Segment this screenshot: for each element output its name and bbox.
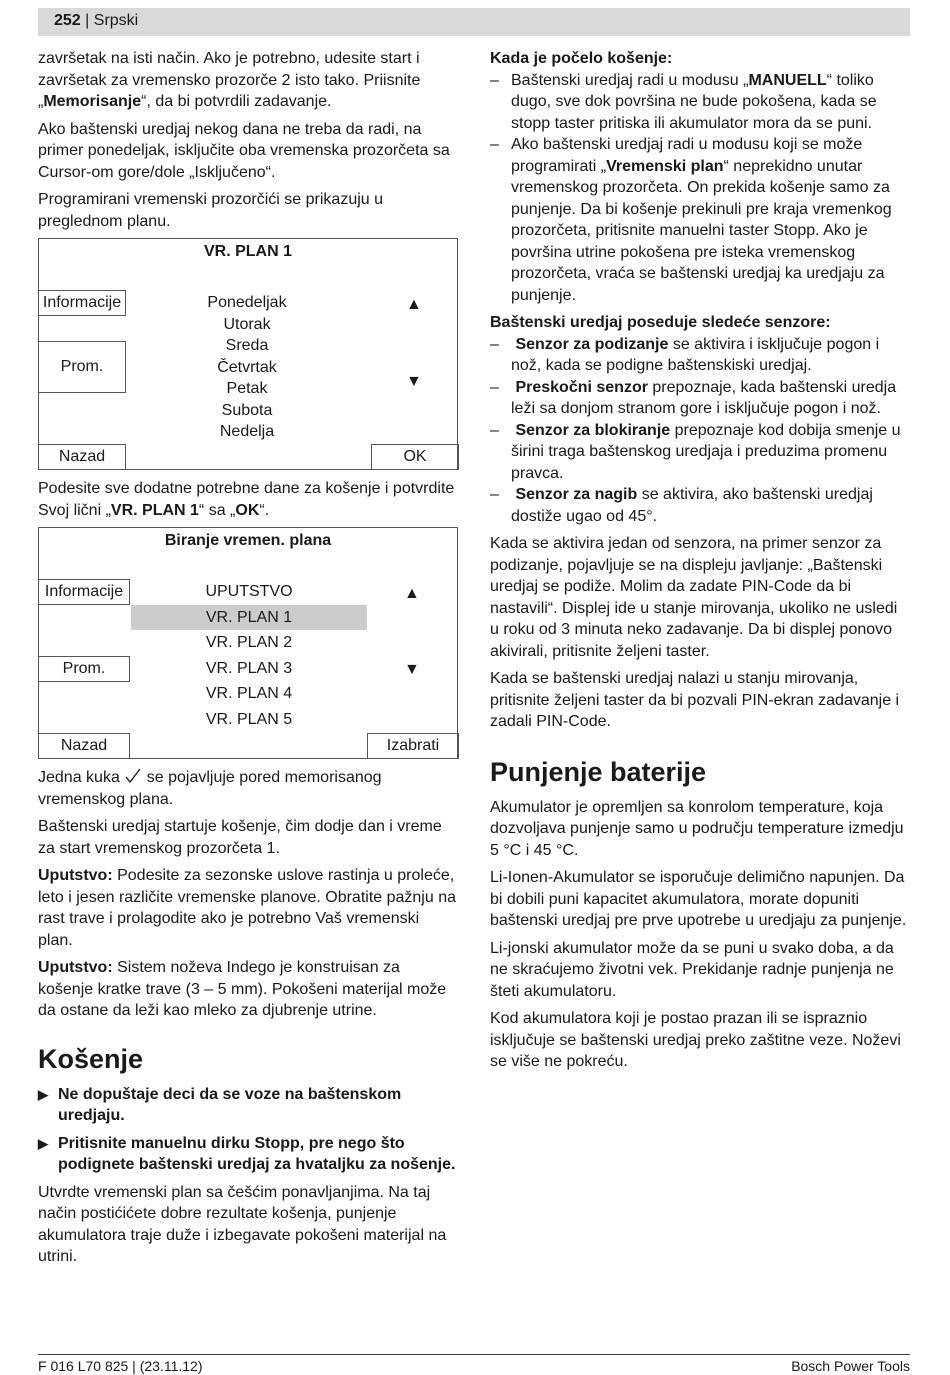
text: prepoznaje kod dobija smenje u širini traga baštenskog uredjaja i preduzima promenu pravca. xyxy=(511,421,901,482)
text-bold: OK xyxy=(235,501,260,519)
right-column xyxy=(490,48,910,1079)
text: “. xyxy=(259,501,270,519)
info-button[interactable]: Informacije xyxy=(38,290,126,316)
paragraph: Kada se aktivira jedan od senzora, na primer senzor za podizanje, pojavljuje se na displeju javljanje: „Baštenski uredjaj se podiže. Molim da zadate PIN-Code da bi nastavili“. Displej ide u stanje mirovanja, ukoliko ne usledi u roku od 3 minuta neko zadavanje. Da bi displej ponovo akivirali, pritisnite željeni taster. xyxy=(490,535,898,660)
text: “, da bi potvrdili zadavanje. xyxy=(141,93,332,110)
back-button[interactable]: Nazad xyxy=(38,733,130,759)
back-button[interactable]: Nazad xyxy=(38,444,126,470)
text: završetak na isti način. Ako je potrebno, udesite start i završetak za vremensko prozorče 2 isto tako. Priisnite „ xyxy=(38,50,421,110)
text-bold: Preskočni senzor xyxy=(515,378,648,396)
day-item[interactable]: Subota xyxy=(221,401,273,419)
note-paragraph xyxy=(38,865,458,951)
paragraph xyxy=(38,478,458,521)
ok-button[interactable]: OK xyxy=(371,444,459,470)
day-item[interactable]: Utorak xyxy=(223,315,271,333)
page-number: 252 xyxy=(54,12,81,29)
header-separator: | xyxy=(85,12,90,29)
arrow-up-icon[interactable]: ▲ xyxy=(404,585,420,602)
text-bold: Memorisanje xyxy=(43,93,142,110)
plan-item[interactable]: VR. PLAN 4 xyxy=(205,685,293,703)
paragraph: Li-Ionen-Akumulator se isporučuje delimično napunjen. Da bi dobili puni kapacitet akumulatora, morate dopuniti baštenski uredjaj pre prve upotrebe u uredjaju za punjenje. xyxy=(490,869,907,929)
text: se aktivira, ako baštenski uredjaj dostiže ugao od 45°. xyxy=(511,486,873,525)
text-bold: MANUELL xyxy=(748,71,827,89)
display-screen-plan1 xyxy=(38,238,458,470)
paragraph: Akumulator je opremljen sa konrolom temperature, koja dozvoljava punjenje samo u području temperature izmedju 5 °C i 45 °C. xyxy=(490,798,904,859)
text-bold: Vremenski plan xyxy=(606,157,724,175)
triangle-right-icon: ▶ xyxy=(38,1086,48,1102)
text: Podesite za sezonske uslove rastinja u proleće, leto i jesen različite vremenske planove. Obratite pažnju na rast trave i prolagodite ako je potrebno Vaš vremenski plan. xyxy=(38,867,456,949)
text: Ako baštenski uredjaj radi u modusu koji se može programirati „ xyxy=(511,136,863,175)
prom-button[interactable]: Prom. xyxy=(38,341,126,393)
sensor-list xyxy=(490,334,910,528)
screen-title: Biranje vremen. plana xyxy=(164,532,332,549)
triangle-right-icon: ▶ xyxy=(38,1135,48,1151)
screen-title: VR. PLAN 1 xyxy=(203,243,292,260)
note-label: Uputstvo: xyxy=(38,959,113,976)
plan-item[interactable]: VR. PLAN 5 xyxy=(205,710,293,728)
days-list xyxy=(169,292,325,443)
text: se pojavljuje pored memorisanog vremenskog plana. xyxy=(38,769,382,808)
text: “ neprekidno unutar vremenskog prozorčeta. On prekida košenje samo za punjenje. Da bi košenje prekinuli pre kraja vremenkog prozorčeta, pritisnite manuelni taster Stopp. Ako je površina utrine pokošena pre isteka vremenskog prozorčeta, vraća se baštenski uredjaj ka uredjaju za punjenje. xyxy=(511,157,892,304)
text: Sistem noževa Indego je konstruisan za košenje kratke trave (3 – 5 mm). Pokošeni materijal može da ostane da leži kao mleko za djubrenje utrine. xyxy=(38,959,447,1019)
left-column xyxy=(38,48,458,1274)
checkmark-icon xyxy=(124,767,142,785)
warning-text: Ne dopuštaje deci da se voze na baštenskom uredjaju. xyxy=(58,1085,402,1124)
paragraph: Kod akumulatora koji je postao prazan ili se ispraznio isključuje se baštenski uredjaj preko zaštitne veze. Noževi se više ne pokreću. xyxy=(490,1010,901,1070)
list-item xyxy=(490,70,910,135)
section-heading: Košenje xyxy=(38,1043,144,1074)
plan-list xyxy=(131,579,367,733)
day-item[interactable]: Petak xyxy=(226,380,268,397)
list-item xyxy=(490,334,910,377)
text-bold: Senzor za nagib xyxy=(515,486,638,503)
plan-item-selected[interactable]: VR. PLAN 1 xyxy=(131,605,367,631)
dash-list xyxy=(490,70,910,307)
paragraph: Li-jonski akumulator može da se puni u svako doba, a da ne skraćujemo životni vek. Prekidanje radnje punjenja ne šteti akumulatoru. xyxy=(490,939,894,1000)
day-item[interactable]: Četvrtak xyxy=(217,358,277,376)
text-bold: Senzor za podizanje xyxy=(515,335,669,353)
text: Jedna kuka xyxy=(38,769,120,786)
plan-item[interactable]: UPUTSTVO xyxy=(205,583,293,600)
list-item xyxy=(490,377,910,420)
day-item[interactable]: Sreda xyxy=(225,337,269,354)
text: “ sa „ xyxy=(198,501,236,519)
header-language: Srpski xyxy=(93,12,139,29)
subheading: Kada je počelo košenje: xyxy=(490,50,673,67)
select-button[interactable]: Izabrati xyxy=(367,733,459,759)
arrow-down-icon[interactable]: ▼ xyxy=(406,373,422,390)
text: prepoznaje, kada baštenski uredja leži sa donjom stranom gore i isključuje pogon i nož. xyxy=(511,378,897,417)
plan-item[interactable]: VR. PLAN 3 xyxy=(205,659,293,677)
text-bold: Senzor za blokiranje xyxy=(515,421,671,439)
subheading: Baštenski uredjaj poseduje sledeće senzore: xyxy=(490,314,831,331)
list-item xyxy=(490,420,910,485)
footer-doc-number: F 016 L70 825 | (23.11.12) xyxy=(38,1358,203,1374)
prom-button[interactable]: Prom. xyxy=(38,656,130,682)
text: Baštenski uredjaj radi u modusu „ xyxy=(511,71,749,89)
footer-brand: Bosch Power Tools xyxy=(791,1358,910,1374)
list-item xyxy=(490,484,910,527)
warning-text: Pritisnite manuelnu dirku Stopp, pre nego što podignete baštenski uredjaj za hvataljku za nošenje. xyxy=(58,1134,456,1173)
text: Podesite sve dodatne potrebne dane za košenje i potvrdite Svoj lični „ xyxy=(38,480,455,519)
page-number-section xyxy=(54,12,138,30)
day-item[interactable]: Ponedeljak xyxy=(207,294,287,311)
note-paragraph xyxy=(38,957,458,1022)
list-item xyxy=(490,134,910,306)
day-item[interactable]: Nedelja xyxy=(219,423,275,440)
text: “ toliko dugo, sve dok površina ne bude pokošena, kada se stopp taster pritiska ili akumulator mora da se puni. xyxy=(511,71,877,132)
display-screen-plan-select xyxy=(38,527,458,759)
section-heading: Punjenje baterije xyxy=(490,756,707,787)
footer-divider xyxy=(38,1354,910,1355)
paragraph: Ako baštenski uredjaj nekog dana ne treba da radi, na primer ponedeljak, isključite oba vremenska prozorčeta sa Cursor-om gore/dole „Isključeno“. xyxy=(38,120,450,181)
paragraph: Baštenski uredjaj startuje košenje, čim dodje dan i vreme za start vremenskog prozorčeta 1. xyxy=(38,818,442,857)
paragraph: Programirani vremenski prozorčići se prikazuju u preglednom planu. xyxy=(38,191,384,230)
arrow-up-icon[interactable]: ▲ xyxy=(406,296,422,313)
paragraph: Kada se baštenski uredjaj nalazi u stanju mirovanja, pritisnite željeni taster da bi pozvali PIN-ekran zadavanje i zadali PIN-Code. xyxy=(490,670,900,730)
info-button[interactable]: Informacije xyxy=(38,579,130,605)
plan-item[interactable]: VR. PLAN 2 xyxy=(205,634,293,652)
text: se aktivira i isključuje pogon i nož, kada se podigne baštenskiski uredjaj. xyxy=(511,335,880,374)
note-label: Uputstvo: xyxy=(38,867,113,884)
warning-item xyxy=(38,1133,458,1176)
warning-item xyxy=(38,1084,458,1127)
paragraph: Utvrdte vremenski plan sa češćim ponavljanjima. Na taj način postićićete dobre rezultate košenja, punjenje akumulatora traje duže i izbegavate pokošeni materijal na utrini. xyxy=(38,1183,447,1265)
page-header xyxy=(38,8,910,36)
paragraph xyxy=(38,767,458,810)
paragraph xyxy=(38,48,458,113)
arrow-down-icon[interactable]: ▼ xyxy=(404,661,420,678)
text-bold: VR. PLAN 1 xyxy=(110,501,199,519)
